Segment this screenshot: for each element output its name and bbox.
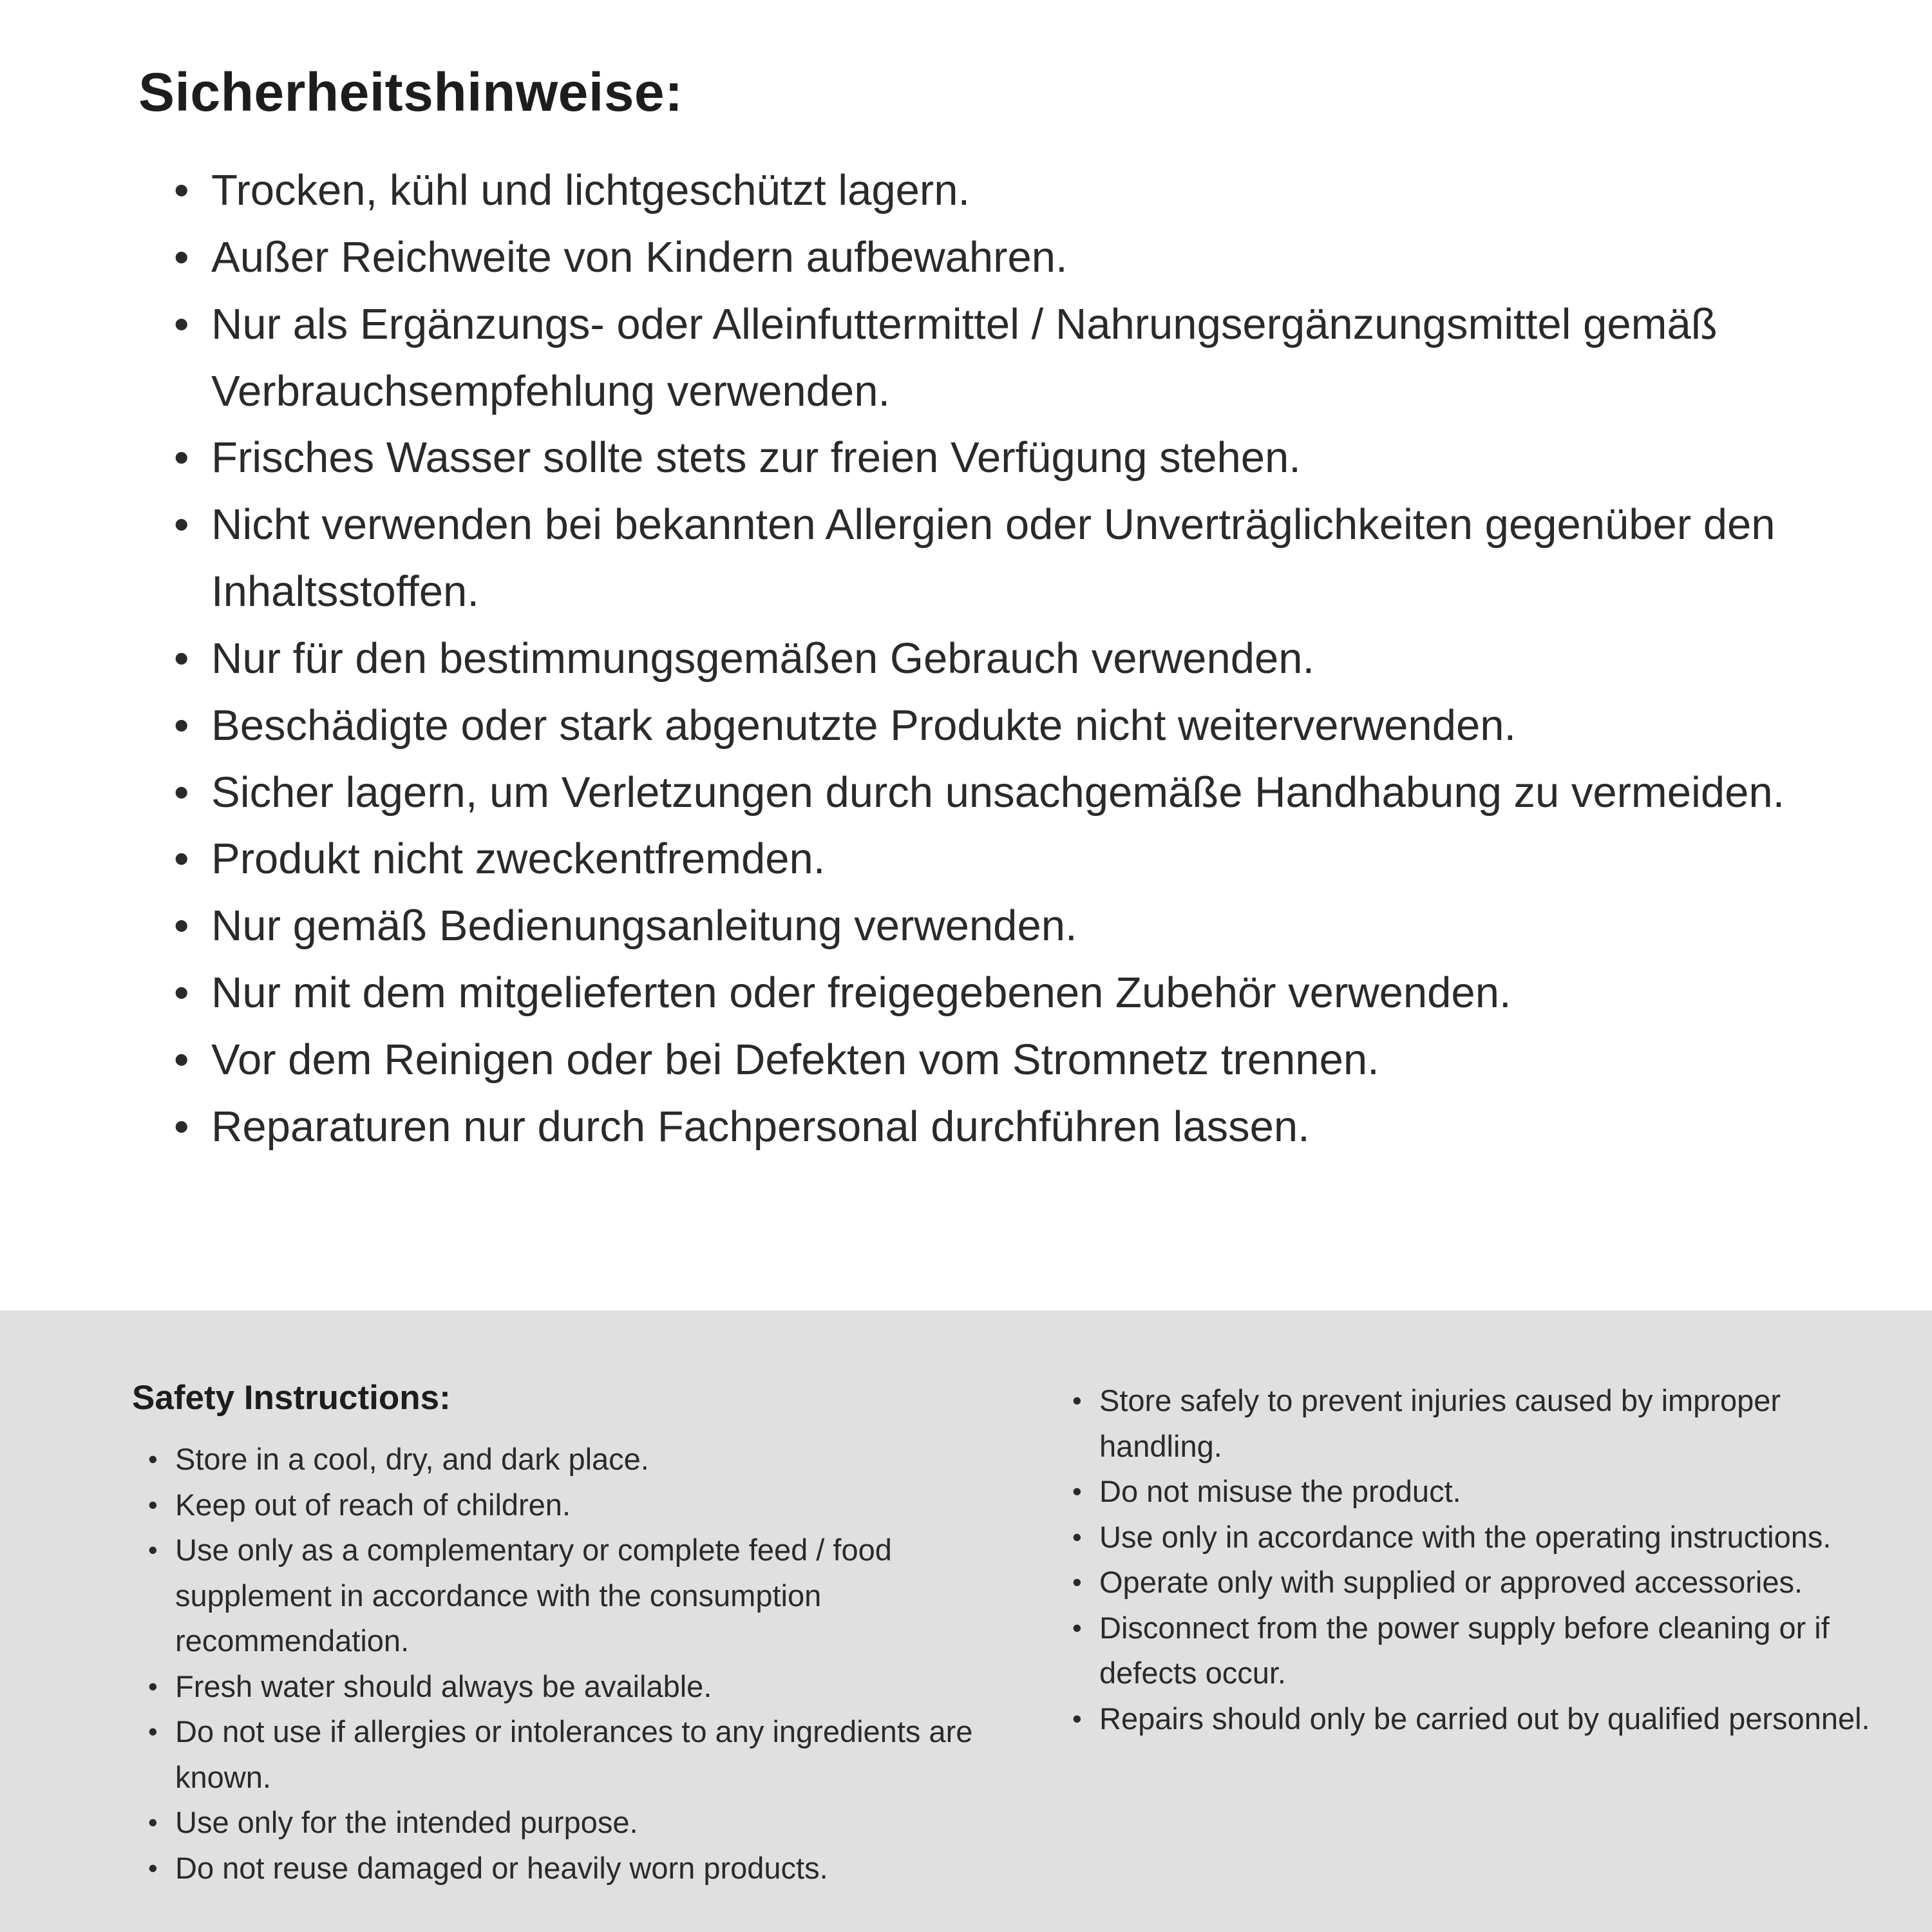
english-safety-list-left (132, 1437, 989, 1891)
list-item: • Keep out of reach of children. (148, 1482, 989, 1528)
list-item: • Vor dem Reinigen oder bei Defekten vom Stromnetz trennen. (174, 1027, 1835, 1094)
list-item: • Use only as a complementary or complete feed / food supplement in accordance with the consumption recommendation. (148, 1528, 989, 1664)
list-item: • Nicht verwenden bei bekannten Allergien oder Unverträglichkeiten gegenüber den Inhaltsstoffen. (174, 491, 1835, 625)
list-item: • Produkt nicht zweckentfremden. (174, 826, 1835, 893)
list-item: • Sicher lagern, um Verletzungen durch unsachgemäße Handhabung zu vermeiden. (174, 759, 1835, 826)
list-item: • Store in a cool, dry, and dark place. (148, 1437, 989, 1482)
english-right-column (1072, 1378, 1884, 1932)
english-section-title: Safety Instructions: (132, 1379, 451, 1417)
list-item: • Trocken, kühl und lichtgeschützt lagern. (174, 157, 1835, 224)
list-item: • Use only in accordance with the operating instructions. (1072, 1515, 1884, 1560)
german-section-title: Sicherheitshinweise: (138, 62, 683, 122)
list-item: • Disconnect from the power supply before cleaning or if defects occur. (1072, 1605, 1884, 1696)
list-item: • Außer Reichweite von Kindern aufbewahren. (174, 224, 1835, 291)
list-item: • Repairs should only be carried out by qualified personnel. (1072, 1696, 1884, 1742)
english-safety-list-right (1072, 1378, 1884, 1741)
german-safety-list (138, 157, 1835, 1160)
list-item: • Nur als Ergänzungs- oder Alleinfuttermittel / Nahrungsergänzungsmittel gemäß Verbrauchsempfehlung verwenden. (174, 291, 1835, 425)
list-item: • Do not misuse the product. (1072, 1469, 1884, 1515)
list-item: • Reparaturen nur durch Fachpersonal durchführen lassen. (174, 1094, 1835, 1160)
list-item: • Nur gemäß Bedienungsanleitung verwenden. (174, 893, 1835, 960)
list-item: • Do not reuse damaged or heavily worn products. (148, 1846, 989, 1891)
list-item: • Nur für den bestimmungsgemäßen Gebrauch verwenden. (174, 625, 1835, 692)
list-item: • Nur mit dem mitgelieferten oder freigegebenen Zubehör verwenden. (174, 960, 1835, 1027)
list-item: • Beschädigte oder stark abgenutzte Produkte nicht weiterverwenden. (174, 692, 1835, 759)
list-item: • Frisches Wasser sollte stets zur freien Verfügung stehen. (174, 424, 1835, 491)
list-item: • Store safely to prevent injuries caused by improper handling. (1072, 1378, 1884, 1469)
english-safety-section (0, 1311, 1932, 1932)
list-item: • Fresh water should always be available. (148, 1664, 989, 1710)
list-item: • Use only for the intended purpose. (148, 1800, 989, 1846)
english-left-column (132, 1378, 989, 1932)
list-item: • Do not use if allergies or intolerances to any ingredients are known. (148, 1709, 989, 1800)
list-item: • Operate only with supplied or approved accessories. (1072, 1560, 1884, 1605)
